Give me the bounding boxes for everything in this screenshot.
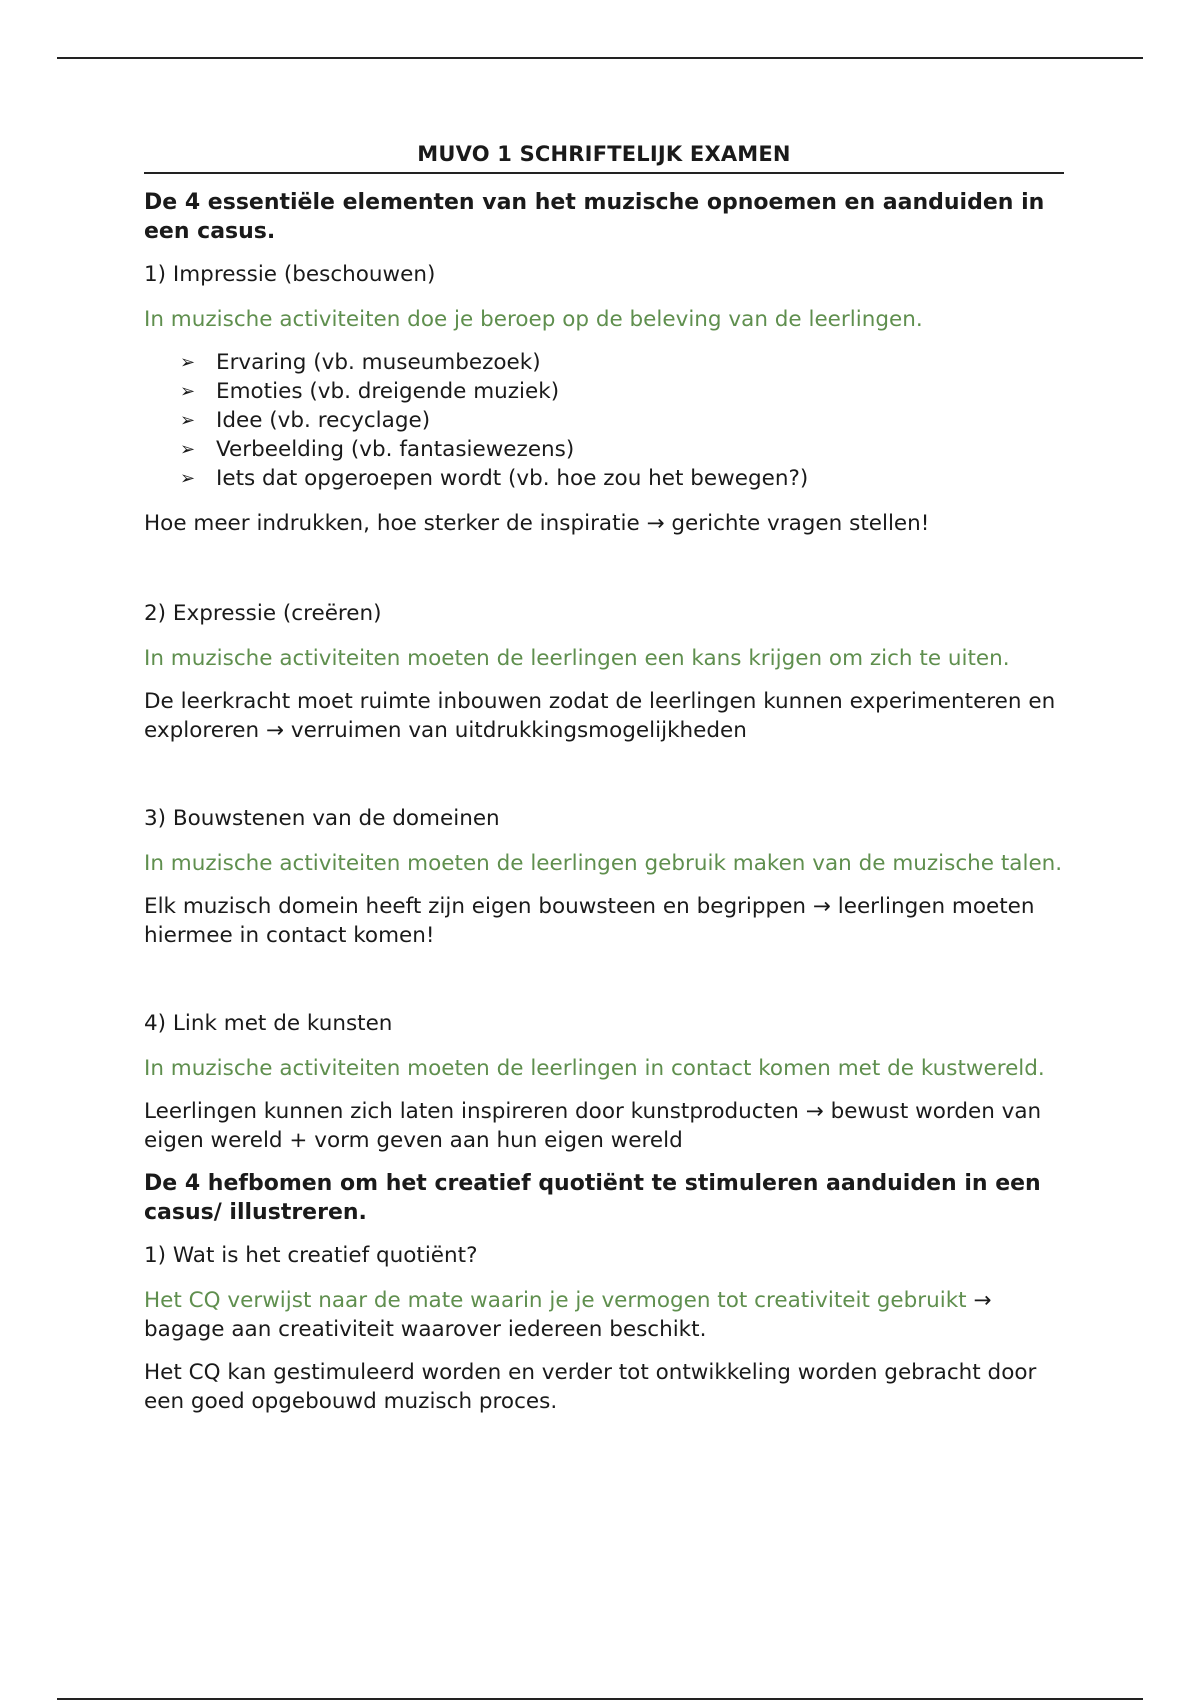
paragraph-impressie: Hoe meer indrukken, hoe sterker de inspiratie → gerichte vragen stellen!	[144, 511, 930, 536]
subheading-cq: 1) Wat is het creatief quotiënt?	[144, 1243, 478, 1268]
green-definition-bouwstenen: In muzische activiteiten moeten de leerlingen gebruik maken van de muzische talen.	[144, 851, 1063, 876]
arrowhead-bullet-icon: ➢	[180, 381, 196, 402]
green-definition-impressie: In muzische activiteiten doe je beroep op de beleving van de leerlingen.	[144, 307, 923, 332]
document-title: MUVO 1 SCHRIFTELIJK EXAMEN	[144, 140, 1064, 174]
green-definition-cq: Het CQ verwijst naar de mate waarin je je vermogen tot creativiteit gebruikt	[144, 1288, 967, 1313]
subheading-kunsten: 4) Link met de kunsten	[144, 1011, 393, 1036]
list-item	[180, 435, 1064, 464]
paragraph-cq-stimulation: Het CQ kan gestimuleerd worden en verder tot ontwikkeling worden gebracht door een goed opgebouwd muzisch proces.	[144, 1360, 1037, 1414]
cq-definition-continuation: → bagage aan creativiteit waarover iedereen beschikt.	[144, 1288, 992, 1342]
list-item	[180, 377, 1064, 406]
list-item-text: Iets dat opgeroepen wordt (vb. hoe zou het bewegen?)	[216, 466, 809, 491]
list-item-text: Ervaring (vb. museumbezoek)	[216, 350, 541, 375]
list-item	[180, 406, 1064, 435]
paragraph-bouwstenen: Elk muzisch domein heeft zijn eigen bouwsteen en begrippen → leerlingen moeten hiermee in contact komen!	[144, 894, 1035, 948]
arrowhead-bullet-icon: ➢	[180, 410, 196, 431]
subheading-expressie: 2) Expressie (creëren)	[144, 601, 382, 626]
list-item-text: Emoties (vb. dreigende muziek)	[216, 379, 560, 404]
list-item-text: Idee (vb. recyclage)	[216, 408, 431, 433]
list-item	[180, 348, 1064, 377]
subheading-bouwstenen: 3) Bouwstenen van de domeinen	[144, 806, 500, 831]
list-item-text: Verbeelding (vb. fantasiewezens)	[216, 437, 575, 462]
green-definition-kunsten: In muzische activiteiten moeten de leerlingen in contact komen met de kustwereld.	[144, 1056, 1045, 1081]
green-definition-expressie: In muzische activiteiten moeten de leerlingen een kans krijgen om zich te uiten.	[144, 646, 1010, 671]
paragraph-expressie: De leerkracht moet ruimte inbouwen zodat de leerlingen kunnen experimenteren en exploreren → verruimen van uitdrukkingsmogelijkheden	[144, 689, 1056, 743]
section-heading-elements: De 4 essentiële elementen van het muzische opnoemen en aanduiden in een casus.	[144, 190, 1045, 244]
document-body	[144, 140, 1064, 1430]
bullet-list-impressie	[144, 348, 1064, 493]
arrowhead-bullet-icon: ➢	[180, 352, 196, 373]
arrowhead-bullet-icon: ➢	[180, 468, 196, 489]
arrowhead-bullet-icon: ➢	[180, 439, 196, 460]
subheading-impressie: 1) Impressie (beschouwen)	[144, 262, 436, 287]
paragraph-cq-definition	[144, 1286, 1064, 1344]
section-heading-hefbomen: De 4 hefbomen om het creatief quotiënt te stimuleren aanduiden in een casus/ illustreren.	[144, 1171, 1041, 1225]
page-top-rule	[57, 57, 1143, 59]
list-item	[180, 464, 1064, 493]
paragraph-kunsten: Leerlingen kunnen zich laten inspireren door kunstproducten → bewust worden van eigen wereld + vorm geven aan hun eigen wereld	[144, 1099, 1042, 1153]
